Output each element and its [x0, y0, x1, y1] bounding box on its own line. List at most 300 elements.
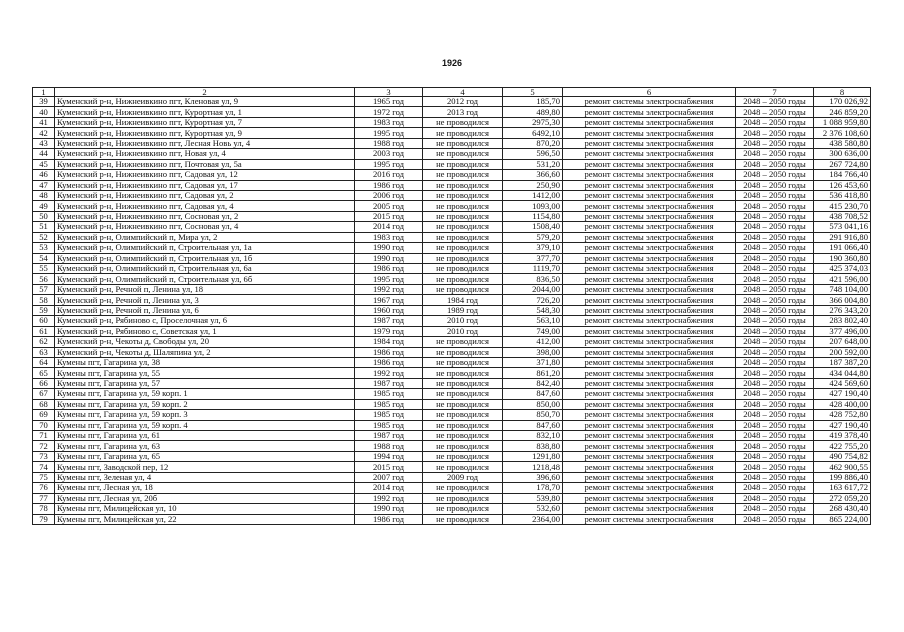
row-number: 52: [33, 232, 55, 242]
build-year-cell: 1986 год: [355, 347, 423, 357]
address-cell: Куменский р-н, Нижнеивкино пгт, Курортная ул, 1: [55, 107, 355, 117]
cost-cell: 2 376 108,60: [814, 128, 871, 138]
row-number: 58: [33, 295, 55, 305]
work-type-cell: ремонт системы электроснабжения: [563, 441, 736, 451]
area-cell: 1412,00: [503, 190, 563, 200]
period-cell: 2048 – 2050 годы: [736, 389, 814, 399]
address-cell: Кумены пгт, Лесная ул, 20б: [55, 493, 355, 503]
work-type-cell: ремонт системы электроснабжения: [563, 347, 736, 357]
table-body: [33, 97, 871, 525]
work-type-cell: ремонт системы электроснабжения: [563, 305, 736, 315]
table-row: [33, 514, 871, 524]
work-type-cell: ремонт системы электроснабжения: [563, 316, 736, 326]
overhaul-year-cell: 2010 год: [423, 316, 503, 326]
build-year-cell: 2003 год: [355, 149, 423, 159]
cost-cell: 272 059,20: [814, 493, 871, 503]
build-year-cell: 1995 год: [355, 274, 423, 284]
row-number: 44: [33, 149, 55, 159]
build-year-cell: 1990 год: [355, 243, 423, 253]
address-cell: Кумены пгт, Милицейская ул, 22: [55, 514, 355, 524]
address-cell: Куменский р-н, Рябиново с, Советская ул, 1: [55, 326, 355, 336]
row-number: 68: [33, 399, 55, 409]
address-cell: Кумены пгт, Гагарина ул, 65: [55, 451, 355, 461]
work-type-cell: ремонт системы электроснабжения: [563, 389, 736, 399]
table-row: [33, 410, 871, 420]
area-cell: 847,60: [503, 389, 563, 399]
row-number: 55: [33, 264, 55, 274]
area-cell: 412,00: [503, 337, 563, 347]
table-row: [33, 431, 871, 441]
cost-cell: 163 617,72: [814, 483, 871, 493]
cost-cell: 267 724,80: [814, 159, 871, 169]
overhaul-year-cell: не проводился: [423, 514, 503, 524]
work-type-cell: ремонт системы электроснабжения: [563, 107, 736, 117]
row-number: 60: [33, 316, 55, 326]
area-cell: 1093,00: [503, 201, 563, 211]
table-row: [33, 389, 871, 399]
build-year-cell: 1990 год: [355, 504, 423, 514]
build-year-cell: 1986 год: [355, 264, 423, 274]
work-type-cell: ремонт системы электроснабжения: [563, 410, 736, 420]
period-cell: 2048 – 2050 годы: [736, 420, 814, 430]
cost-cell: 536 418,80: [814, 190, 871, 200]
address-cell: Кумены пгт, Зеленая ул, 4: [55, 472, 355, 482]
area-cell: 1218,48: [503, 462, 563, 472]
period-cell: 2048 – 2050 годы: [736, 316, 814, 326]
table-row: [33, 337, 871, 347]
period-cell: 2048 – 2050 годы: [736, 190, 814, 200]
header-col-8: 8: [814, 88, 871, 97]
area-cell: 1508,40: [503, 222, 563, 232]
row-number: 51: [33, 222, 55, 232]
period-cell: 2048 – 2050 годы: [736, 128, 814, 138]
cost-cell: 415 230,70: [814, 201, 871, 211]
work-type-cell: ремонт системы электроснабжения: [563, 222, 736, 232]
area-cell: 250,90: [503, 180, 563, 190]
overhaul-year-cell: не проводился: [423, 117, 503, 127]
period-cell: 2048 – 2050 годы: [736, 357, 814, 367]
work-type-cell: ремонт системы электроснабжения: [563, 180, 736, 190]
period-cell: 2048 – 2050 годы: [736, 107, 814, 117]
header-col-3: 3: [355, 88, 423, 97]
address-cell: Куменский р-н, Нижнеивкино пгт, Сосновая ул, 2: [55, 211, 355, 221]
build-year-cell: 2007 год: [355, 472, 423, 482]
work-type-cell: ремонт системы электроснабжения: [563, 431, 736, 441]
table-row: [33, 483, 871, 493]
address-cell: Куменский р-н, Речной п, Ленина ул, 3: [55, 295, 355, 305]
area-cell: 596,50: [503, 149, 563, 159]
table-row: [33, 180, 871, 190]
work-type-cell: ремонт системы электроснабжения: [563, 232, 736, 242]
row-number: 48: [33, 190, 55, 200]
table-row: [33, 201, 871, 211]
cost-cell: 377 496,00: [814, 326, 871, 336]
address-cell: Кумены пгт, Гагарина ул, 38: [55, 357, 355, 367]
cost-cell: 199 886,40: [814, 472, 871, 482]
work-type-cell: ремонт системы электроснабжения: [563, 211, 736, 221]
overhaul-year-cell: 2013 год: [423, 107, 503, 117]
overhaul-year-cell: не проводился: [423, 399, 503, 409]
build-year-cell: 2015 год: [355, 211, 423, 221]
work-type-cell: ремонт системы электроснабжения: [563, 483, 736, 493]
work-type-cell: ремонт системы электроснабжения: [563, 514, 736, 524]
period-cell: 2048 – 2050 годы: [736, 149, 814, 159]
overhaul-year-cell: не проводился: [423, 441, 503, 451]
build-year-cell: 2006 год: [355, 190, 423, 200]
address-cell: Куменский р-н, Нижнеивкино пгт, Почтовая ул, 5а: [55, 159, 355, 169]
build-year-cell: 1985 год: [355, 389, 423, 399]
row-number: 45: [33, 159, 55, 169]
build-year-cell: 1985 год: [355, 420, 423, 430]
area-cell: 531,20: [503, 159, 563, 169]
build-year-cell: 1979 год: [355, 326, 423, 336]
work-type-cell: ремонт системы электроснабжения: [563, 399, 736, 409]
row-number: 39: [33, 97, 55, 107]
period-cell: 2048 – 2050 годы: [736, 347, 814, 357]
area-cell: 1119,70: [503, 264, 563, 274]
area-cell: 489,80: [503, 107, 563, 117]
area-cell: 1154,80: [503, 211, 563, 221]
overhaul-year-cell: не проводился: [423, 504, 503, 514]
row-number: 42: [33, 128, 55, 138]
period-cell: 2048 – 2050 годы: [736, 284, 814, 294]
cost-cell: 425 374,03: [814, 264, 871, 274]
period-cell: 2048 – 2050 годы: [736, 232, 814, 242]
build-year-cell: 2014 год: [355, 222, 423, 232]
overhaul-year-cell: не проводился: [423, 368, 503, 378]
period-cell: 2048 – 2050 годы: [736, 159, 814, 169]
area-cell: 366,60: [503, 170, 563, 180]
build-year-cell: 1995 год: [355, 128, 423, 138]
period-cell: 2048 – 2050 годы: [736, 493, 814, 503]
build-year-cell: 1988 год: [355, 441, 423, 451]
build-year-cell: 1986 год: [355, 514, 423, 524]
work-type-cell: ремонт системы электроснабжения: [563, 264, 736, 274]
work-type-cell: ремонт системы электроснабжения: [563, 368, 736, 378]
cost-cell: 427 190,40: [814, 389, 871, 399]
work-type-cell: ремонт системы электроснабжения: [563, 149, 736, 159]
cost-cell: 184 766,40: [814, 170, 871, 180]
overhaul-year-cell: не проводился: [423, 347, 503, 357]
table-row: [33, 264, 871, 274]
area-cell: 579,20: [503, 232, 563, 242]
table-row: [33, 493, 871, 503]
period-cell: 2048 – 2050 годы: [736, 170, 814, 180]
table-row: [33, 399, 871, 409]
cost-cell: 276 343,20: [814, 305, 871, 315]
period-cell: 2048 – 2050 годы: [736, 243, 814, 253]
address-cell: Кумены пгт, Гагарина ул, 61: [55, 431, 355, 441]
table-row: [33, 368, 871, 378]
table-row: [33, 253, 871, 263]
work-type-cell: ремонт системы электроснабжения: [563, 472, 736, 482]
header-col-6: 6: [563, 88, 736, 97]
table-row: [33, 347, 871, 357]
address-cell: Куменский р-н, Чекоты д, Шаляпина ул, 2: [55, 347, 355, 357]
build-year-cell: 1983 год: [355, 232, 423, 242]
work-type-cell: ремонт системы электроснабжения: [563, 493, 736, 503]
page-number: 1926: [441, 58, 463, 68]
row-number: 69: [33, 410, 55, 420]
building-registry-table: [32, 87, 871, 525]
build-year-cell: 1965 год: [355, 97, 423, 107]
build-year-cell: 1985 год: [355, 399, 423, 409]
cost-cell: 126 453,60: [814, 180, 871, 190]
build-year-cell: 2005 год: [355, 201, 423, 211]
header-col-2: 2: [55, 88, 355, 97]
cost-cell: 1 088 959,80: [814, 117, 871, 127]
work-type-cell: ремонт системы электроснабжения: [563, 357, 736, 367]
cost-cell: 865 224,00: [814, 514, 871, 524]
table-row: [33, 316, 871, 326]
address-cell: Куменский р-н, Нижнеивкино пгт, Садовая ул, 12: [55, 170, 355, 180]
row-number: 65: [33, 368, 55, 378]
address-cell: Куменский р-н, Нижнеивкино пгт, Новая ул, 4: [55, 149, 355, 159]
overhaul-year-cell: не проводился: [423, 389, 503, 399]
area-cell: 563,10: [503, 316, 563, 326]
period-cell: 2048 – 2050 годы: [736, 451, 814, 461]
period-cell: 2048 – 2050 годы: [736, 410, 814, 420]
overhaul-year-cell: не проводился: [423, 211, 503, 221]
build-year-cell: 1972 год: [355, 107, 423, 117]
work-type-cell: ремонт системы электроснабжения: [563, 128, 736, 138]
overhaul-year-cell: не проводился: [423, 493, 503, 503]
period-cell: 2048 – 2050 годы: [736, 253, 814, 263]
cost-cell: 490 754,82: [814, 451, 871, 461]
overhaul-year-cell: не проводился: [423, 243, 503, 253]
table-row: [33, 159, 871, 169]
row-number: 62: [33, 337, 55, 347]
row-number: 43: [33, 138, 55, 148]
period-cell: 2048 – 2050 годы: [736, 211, 814, 221]
row-number: 57: [33, 284, 55, 294]
build-year-cell: 1986 год: [355, 180, 423, 190]
cost-cell: 462 900,55: [814, 462, 871, 472]
area-cell: 539,80: [503, 493, 563, 503]
area-cell: 836,50: [503, 274, 563, 284]
cost-cell: 200 592,00: [814, 347, 871, 357]
work-type-cell: ремонт системы электроснабжения: [563, 462, 736, 472]
build-year-cell: 1960 год: [355, 305, 423, 315]
address-cell: Кумены пгт, Заводской пер, 12: [55, 462, 355, 472]
work-type-cell: ремонт системы электроснабжения: [563, 138, 736, 148]
table-row: [33, 441, 871, 451]
row-number: 67: [33, 389, 55, 399]
row-number: 40: [33, 107, 55, 117]
build-year-cell: 1992 год: [355, 284, 423, 294]
overhaul-year-cell: 1984 год: [423, 295, 503, 305]
cost-cell: 268 430,40: [814, 504, 871, 514]
address-cell: Куменский р-н, Нижнеивкино пгт, Садовая ул, 4: [55, 201, 355, 211]
work-type-cell: ремонт системы электроснабжения: [563, 190, 736, 200]
row-number: 75: [33, 472, 55, 482]
table-row: [33, 305, 871, 315]
period-cell: 2048 – 2050 годы: [736, 431, 814, 441]
period-cell: 2048 – 2050 годы: [736, 264, 814, 274]
overhaul-year-cell: не проводился: [423, 253, 503, 263]
table-row: [33, 284, 871, 294]
cost-cell: 424 569,60: [814, 378, 871, 388]
overhaul-year-cell: не проводился: [423, 420, 503, 430]
overhaul-year-cell: не проводился: [423, 138, 503, 148]
cost-cell: 419 378,40: [814, 431, 871, 441]
overhaul-year-cell: не проводился: [423, 483, 503, 493]
address-cell: Кумены пгт, Гагарина ул, 57: [55, 378, 355, 388]
cost-cell: 438 708,52: [814, 211, 871, 221]
table-row: [33, 462, 871, 472]
build-year-cell: 1990 год: [355, 253, 423, 263]
cost-cell: 427 190,40: [814, 420, 871, 430]
address-cell: Кумены пгт, Гагарина ул, 63: [55, 441, 355, 451]
header-col-5: 5: [503, 88, 563, 97]
period-cell: 2048 – 2050 годы: [736, 399, 814, 409]
build-year-cell: 1988 год: [355, 138, 423, 148]
area-cell: 2975,30: [503, 117, 563, 127]
row-number: 53: [33, 243, 55, 253]
build-year-cell: 1994 год: [355, 451, 423, 461]
period-cell: 2048 – 2050 годы: [736, 368, 814, 378]
header-col-4: 4: [423, 88, 503, 97]
work-type-cell: ремонт системы электроснабжения: [563, 201, 736, 211]
cost-cell: 246 859,20: [814, 107, 871, 117]
table-row: [33, 326, 871, 336]
period-cell: 2048 – 2050 годы: [736, 472, 814, 482]
table-row: [33, 472, 871, 482]
overhaul-year-cell: не проводился: [423, 190, 503, 200]
cost-cell: 428 752,80: [814, 410, 871, 420]
build-year-cell: 1992 год: [355, 368, 423, 378]
row-number: 74: [33, 462, 55, 472]
row-number: 71: [33, 431, 55, 441]
address-cell: Куменский р-н, Нижнеивкино пгт, Курортная ул, 9: [55, 128, 355, 138]
overhaul-year-cell: не проводился: [423, 410, 503, 420]
address-cell: Куменский р-н, Речной п, Ленина ул, 18: [55, 284, 355, 294]
area-cell: 832,10: [503, 431, 563, 441]
overhaul-year-cell: не проводился: [423, 357, 503, 367]
area-cell: 870,20: [503, 138, 563, 148]
table-row: [33, 128, 871, 138]
build-year-cell: 1987 год: [355, 316, 423, 326]
row-number: 61: [33, 326, 55, 336]
row-number: 46: [33, 170, 55, 180]
build-year-cell: 1986 год: [355, 357, 423, 367]
cost-cell: 170 026,92: [814, 97, 871, 107]
row-number: 47: [33, 180, 55, 190]
overhaul-year-cell: 2010 год: [423, 326, 503, 336]
table-row: [33, 357, 871, 367]
area-cell: 2364,00: [503, 514, 563, 524]
cost-cell: 422 755,20: [814, 441, 871, 451]
overhaul-year-cell: не проводился: [423, 232, 503, 242]
overhaul-year-cell: не проводился: [423, 159, 503, 169]
table-row: [33, 211, 871, 221]
work-type-cell: ремонт системы электроснабжения: [563, 284, 736, 294]
area-cell: 185,70: [503, 97, 563, 107]
work-type-cell: ремонт системы электроснабжения: [563, 117, 736, 127]
build-year-cell: 1987 год: [355, 431, 423, 441]
area-cell: 377,70: [503, 253, 563, 263]
area-cell: 379,10: [503, 243, 563, 253]
row-number: 56: [33, 274, 55, 284]
period-cell: 2048 – 2050 годы: [736, 222, 814, 232]
table-row: [33, 295, 871, 305]
address-cell: Куменский р-н, Нижнеивкино пгт, Садовая ул, 17: [55, 180, 355, 190]
period-cell: 2048 – 2050 годы: [736, 462, 814, 472]
area-cell: 850,00: [503, 399, 563, 409]
row-number: 54: [33, 253, 55, 263]
work-type-cell: ремонт системы электроснабжения: [563, 274, 736, 284]
address-cell: Куменский р-н, Олимпийский п, Строительная ул, 1а: [55, 243, 355, 253]
overhaul-year-cell: не проводился: [423, 431, 503, 441]
area-cell: 850,70: [503, 410, 563, 420]
table-row: [33, 138, 871, 148]
overhaul-year-cell: 2009 год: [423, 472, 503, 482]
overhaul-year-cell: не проводился: [423, 462, 503, 472]
address-cell: Куменский р-н, Олимпийский п, Строительная ул, 1б: [55, 253, 355, 263]
row-number: 59: [33, 305, 55, 315]
address-cell: Куменский р-н, Нижнеивкино пгт, Садовая ул, 2: [55, 190, 355, 200]
row-number: 78: [33, 504, 55, 514]
period-cell: 2048 – 2050 годы: [736, 138, 814, 148]
build-year-cell: 1983 год: [355, 117, 423, 127]
cost-cell: 283 802,40: [814, 316, 871, 326]
period-cell: 2048 – 2050 годы: [736, 274, 814, 284]
work-type-cell: ремонт системы электроснабжения: [563, 504, 736, 514]
area-cell: 838,80: [503, 441, 563, 451]
build-year-cell: 1984 год: [355, 337, 423, 347]
address-cell: Куменский р-н, Нижнеивкино пгт, Сосновая ул, 4: [55, 222, 355, 232]
overhaul-year-cell: не проводился: [423, 378, 503, 388]
overhaul-year-cell: не проводился: [423, 222, 503, 232]
cost-cell: 421 596,00: [814, 274, 871, 284]
area-cell: 861,20: [503, 368, 563, 378]
table-row: [33, 232, 871, 242]
cost-cell: 428 400,00: [814, 399, 871, 409]
cost-cell: 300 636,00: [814, 149, 871, 159]
row-number: 41: [33, 117, 55, 127]
overhaul-year-cell: не проводился: [423, 201, 503, 211]
table-row: [33, 117, 871, 127]
work-type-cell: ремонт системы электроснабжения: [563, 337, 736, 347]
address-cell: Кумены пгт, Лесная ул, 18: [55, 483, 355, 493]
table-row: [33, 274, 871, 284]
build-year-cell: 2014 год: [355, 483, 423, 493]
build-year-cell: 2015 год: [355, 462, 423, 472]
overhaul-year-cell: не проводился: [423, 180, 503, 190]
address-cell: Куменский р-н, Олимпийский п, Мира ул, 2: [55, 232, 355, 242]
address-cell: Кумены пгт, Гагарина ул, 59 корп. 3: [55, 410, 355, 420]
period-cell: 2048 – 2050 годы: [736, 326, 814, 336]
work-type-cell: ремонт системы электроснабжения: [563, 326, 736, 336]
overhaul-year-cell: не проводился: [423, 451, 503, 461]
build-year-cell: 1992 год: [355, 493, 423, 503]
address-cell: Куменский р-н, Нижнеивкино пгт, Лесная Новь ул, 4: [55, 138, 355, 148]
period-cell: 2048 – 2050 годы: [736, 305, 814, 315]
cost-cell: 573 041,16: [814, 222, 871, 232]
cost-cell: 291 916,80: [814, 232, 871, 242]
overhaul-year-cell: 2012 год: [423, 97, 503, 107]
area-cell: 398,00: [503, 347, 563, 357]
cost-cell: 366 004,80: [814, 295, 871, 305]
address-cell: Кумены пгт, Гагарина ул, 55: [55, 368, 355, 378]
row-number: 64: [33, 357, 55, 367]
area-cell: 2044,00: [503, 284, 563, 294]
header-col-1: 1: [33, 88, 55, 97]
area-cell: 842,40: [503, 378, 563, 388]
period-cell: 2048 – 2050 годы: [736, 378, 814, 388]
address-cell: Кумены пгт, Гагарина ул, 59 корп. 1: [55, 389, 355, 399]
area-cell: 532,60: [503, 504, 563, 514]
